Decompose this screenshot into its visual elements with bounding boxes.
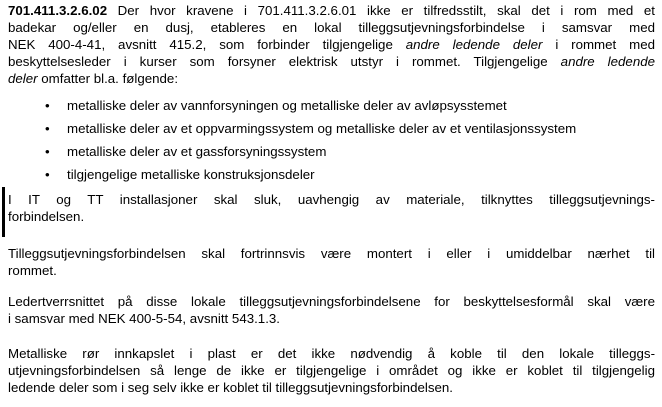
bullet-icon: • (45, 121, 50, 136)
text-segment: forbindelsen. (8, 209, 85, 224)
text-line (8, 293, 655, 310)
text-segment: i rommet med (542, 37, 655, 52)
text-line (8, 262, 655, 279)
text-segment: Metalliske rør innkapslet i plast er det ikke nødvendig å koble til den lokale tilleggs- (8, 346, 655, 361)
text-segment: Ledertverrsnittet på disse lokale tilleggsutjevningsforbindelsene for beskyttelsesformål skal være (8, 294, 655, 309)
text-segment: beskyttelsesleder i kurser som forsyner elektrisk utstyr i rommet. Tilgjengelige (8, 54, 561, 69)
bullet-icon: • (45, 144, 50, 159)
text-segment: badekar og/eller en dusj, etableres en lokal tilleggsutjevningsforbindelse i samsvar med (8, 20, 655, 35)
paragraph-plassering (8, 245, 655, 279)
paragraph-intro (8, 2, 655, 87)
bullet-item (8, 143, 655, 160)
paragraph-metalliske-ror (8, 345, 655, 396)
bullet-icon: • (45, 98, 50, 113)
text-segment: deler (8, 71, 38, 86)
text-line (8, 2, 655, 19)
clause-number: 701.411.3.2.6.02 (8, 3, 108, 18)
text-segment: Der hvor kravene i 701.411.3.2.6.01 ikke er tilfredsstilt, skal det i rom med et (107, 3, 655, 18)
revision-change-bar (2, 187, 5, 237)
text-line (8, 191, 655, 208)
bullet-list (8, 97, 655, 183)
text-line (8, 379, 655, 396)
bullet-icon: • (45, 167, 50, 182)
text-line (8, 70, 655, 87)
paragraph-ledertverrsnitt (8, 293, 655, 327)
text-line (8, 36, 655, 53)
paragraph-it-tt-sluk (8, 191, 655, 225)
text-line (8, 245, 655, 262)
text-segment: Tilleggsutjevningsforbindelsen skal fortrinnsvis være montert i eller i umiddelbar nærhet til (8, 246, 655, 261)
document-content (8, 2, 655, 396)
text-line (8, 53, 655, 70)
bullet-item (8, 166, 655, 183)
text-segment: andre ledende deler (405, 37, 543, 52)
bullet-item (8, 120, 655, 137)
text-segment: i samsvar med NEK 400-5-54, avsnitt 543.1.3. (8, 311, 280, 326)
text-line (8, 362, 655, 379)
bullet-text: metalliske deler av et gassforsyningssystem (67, 144, 327, 159)
bullet-text: metalliske deler av et oppvarmingssystem og metalliske deler av et ventilasjonssystem (67, 121, 577, 136)
text-segment: ledende deler som i seg selv ikke er koblet til tilleggsutjevningsforbindelsen. (8, 380, 453, 395)
text-line (8, 19, 655, 36)
bullet-text: tilgjengelige metalliske konstruksjonsdeler (67, 167, 315, 182)
bullet-item (8, 97, 655, 114)
text-segment: andre ledende (560, 54, 656, 69)
text-segment: utjevningsforbindelsen så lenge de ikke er tilgjengelige i området og ikke er koblet til tilgjengelig (8, 363, 655, 378)
text-segment: rommet. (8, 263, 57, 278)
text-segment: omfatter bl.a. følgende: (37, 71, 179, 86)
text-line (8, 310, 655, 327)
text-line (8, 345, 655, 362)
text-line (8, 208, 655, 225)
bullet-text: metalliske deler av vannforsyningen og metalliske deler av avløpsysstemet (67, 98, 507, 113)
text-segment: I IT og TT installasjoner skal sluk, uavhengig av materiale, tilknyttes tilleggsutjevnings- (8, 192, 655, 207)
text-segment: NEK 400-4-41, avsnitt 415.2, som forbinder tilgjengelige (8, 37, 406, 52)
